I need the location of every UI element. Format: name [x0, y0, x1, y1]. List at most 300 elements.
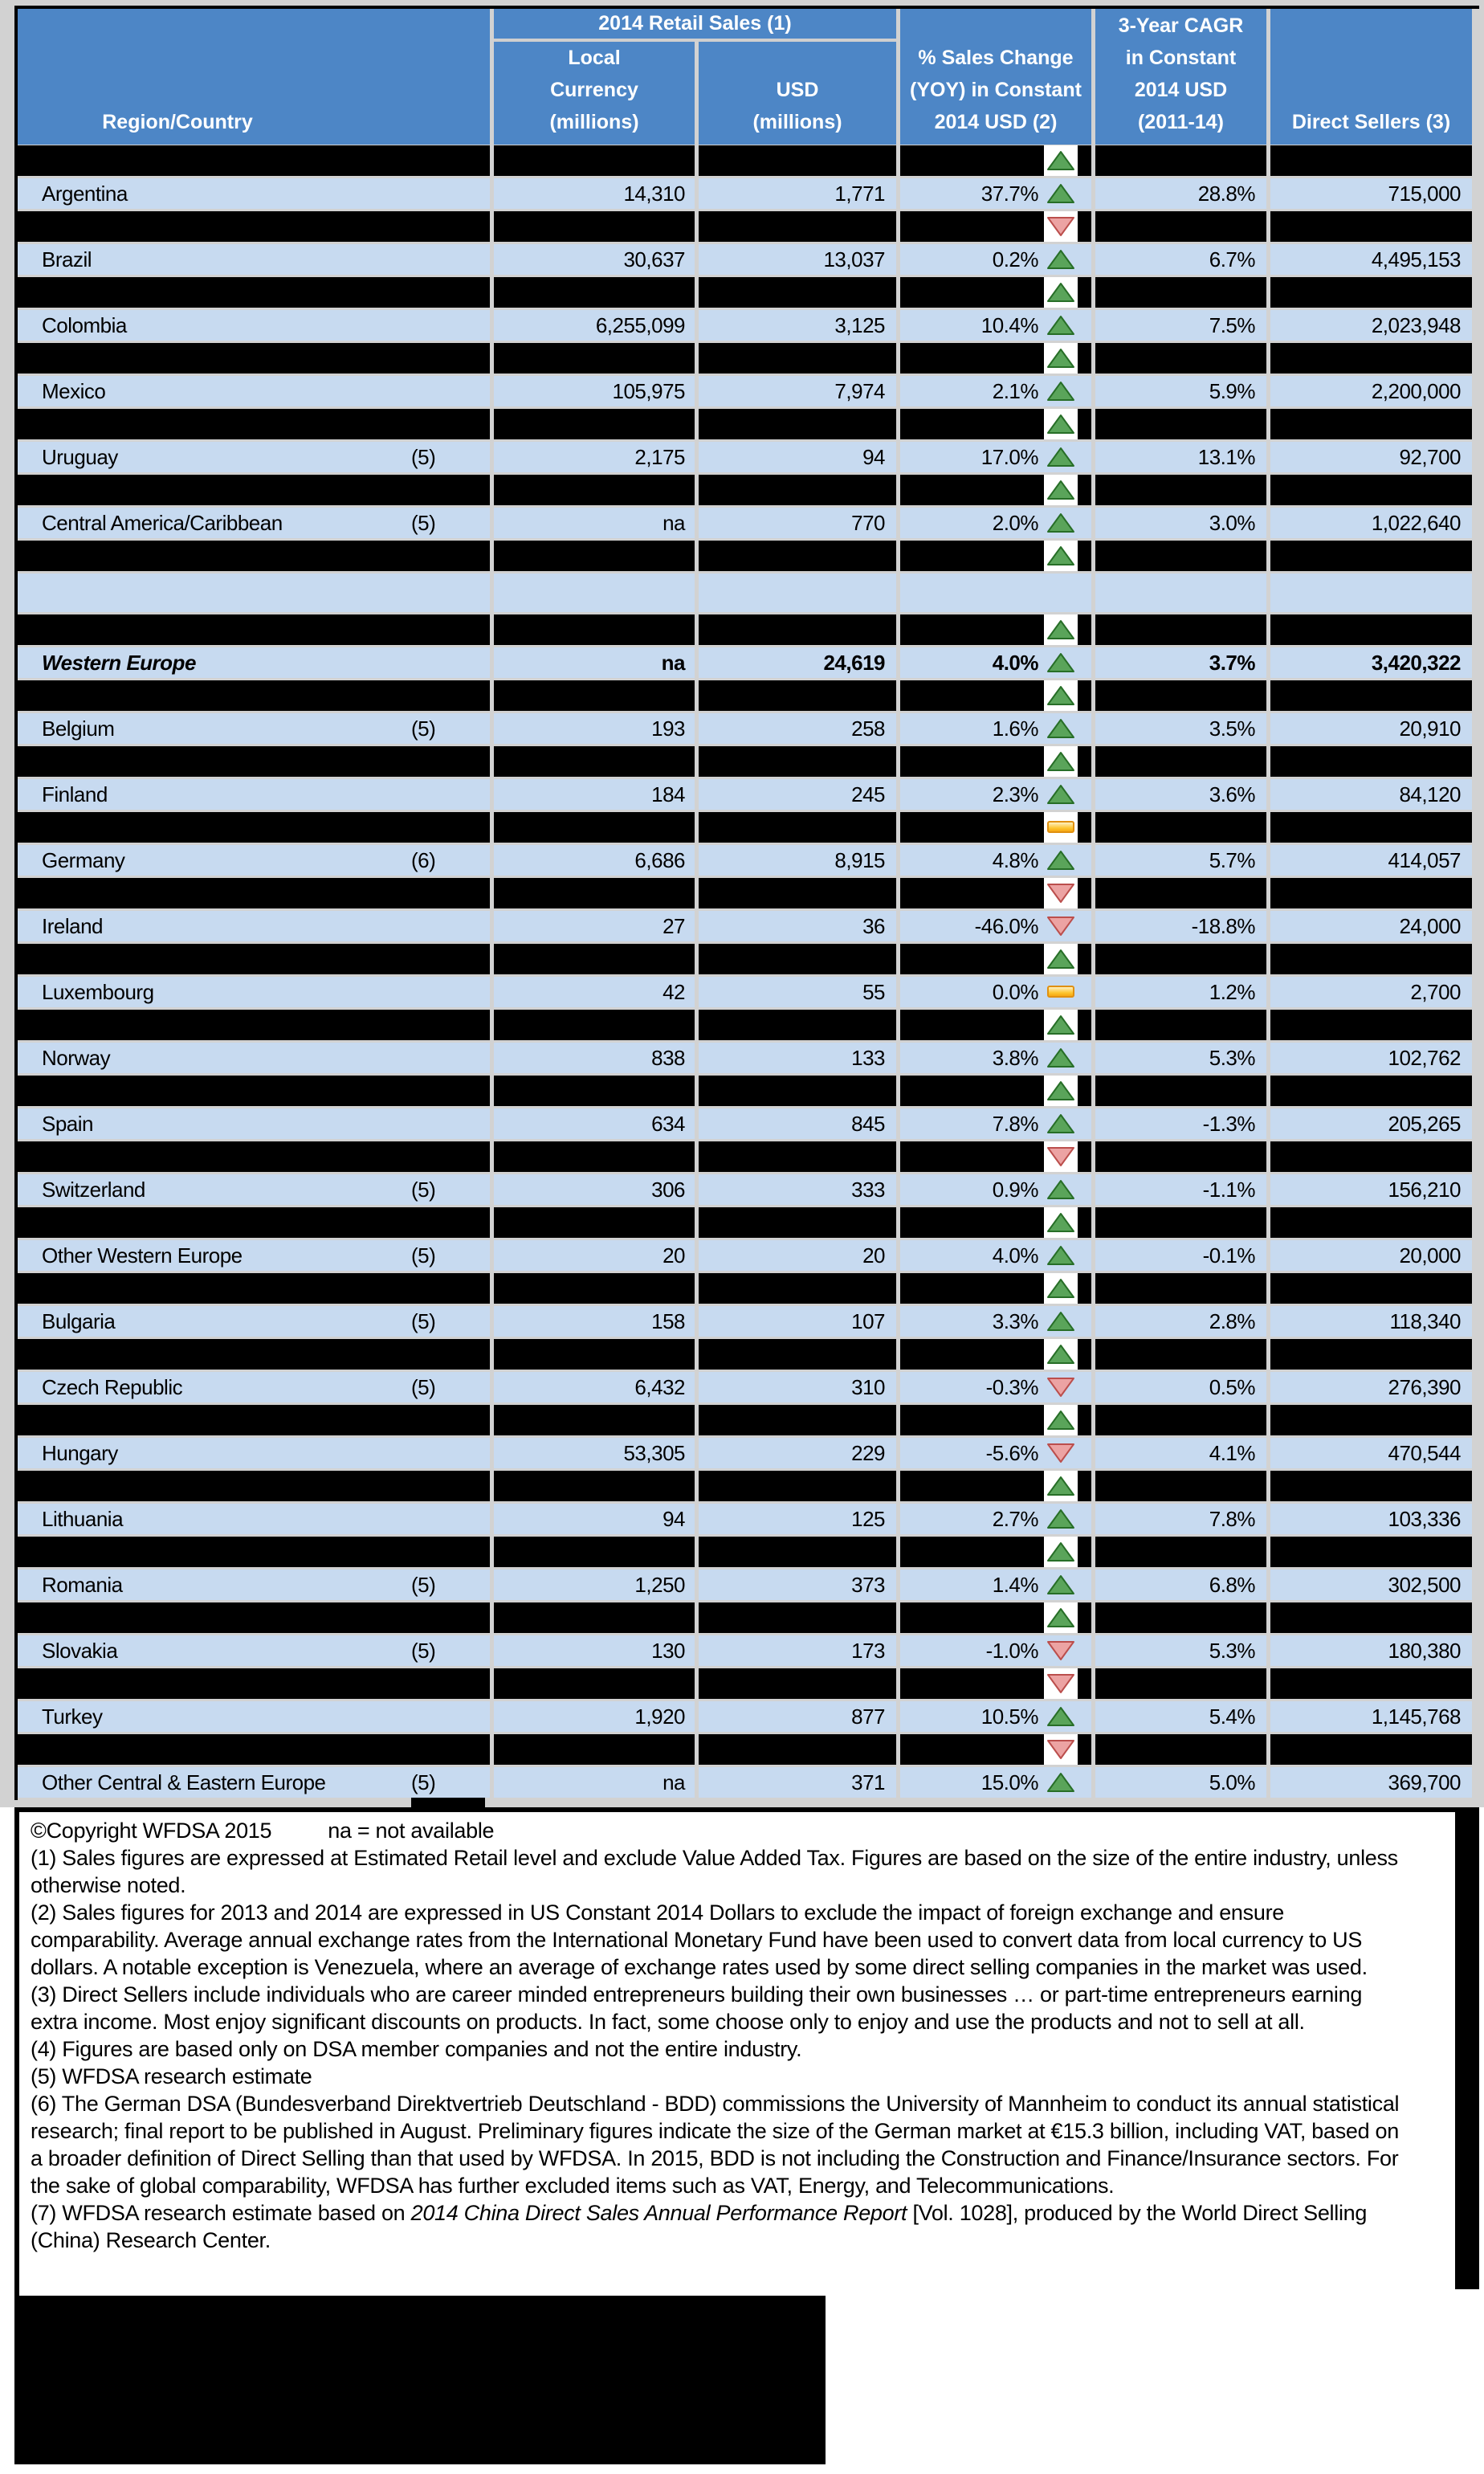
trend-indicator	[1044, 1471, 1078, 1501]
redacted-cell	[18, 746, 490, 777]
trend-indicator	[1044, 1174, 1078, 1205]
usd-cell: 371	[699, 1767, 896, 1798]
pct-change-value: 4.0%	[992, 651, 1038, 675]
spacer-row	[18, 574, 1479, 612]
cagr-cell: 3.0%	[1095, 508, 1266, 538]
down-arrow-icon	[1046, 1442, 1075, 1464]
cagr-cell: 28.8%	[1095, 178, 1266, 209]
redacted-cell	[1095, 1141, 1266, 1172]
pct-change-value: 1.6%	[992, 716, 1038, 741]
local-currency-cell: 53,305	[494, 1438, 695, 1468]
trend-indicator	[1044, 178, 1078, 209]
region-cell	[18, 1767, 490, 1798]
region-cell	[18, 376, 490, 406]
up-arrow-icon	[1046, 651, 1075, 674]
redacted-cell	[494, 944, 695, 974]
table-row	[18, 845, 1479, 876]
redacted-cell	[1270, 1141, 1472, 1172]
usd-cell: 229	[699, 1438, 896, 1468]
redacted-cell	[494, 343, 695, 374]
footnote-ref: (5)	[411, 511, 436, 535]
pct-change-cell	[900, 1504, 1091, 1534]
redacted-cell	[900, 277, 1091, 308]
up-arrow-icon	[1046, 1771, 1075, 1794]
local-currency-cell: 6,686	[494, 845, 695, 876]
redacted-row	[18, 1010, 1479, 1040]
region-cell	[18, 1240, 490, 1271]
region-label: Ireland	[42, 914, 103, 938]
down-arrow-icon	[1046, 1639, 1075, 1662]
pct-change-cell	[900, 977, 1091, 1007]
table-row	[18, 442, 1479, 472]
redacted-cell	[699, 1405, 896, 1435]
trend-indicator	[1044, 1043, 1078, 1073]
redacted-row	[18, 614, 1479, 645]
redacted-row	[18, 409, 1479, 439]
region-cell	[18, 779, 490, 810]
pct-change-value: -5.6%	[985, 1441, 1038, 1465]
redacted-cell	[18, 1602, 490, 1633]
redacted-cell	[1095, 1076, 1266, 1106]
region-cell	[18, 1372, 490, 1402]
redacted-cell	[699, 1668, 896, 1699]
up-arrow-icon	[1046, 281, 1075, 304]
redacted-cell	[494, 1602, 695, 1633]
table-row	[18, 1767, 1479, 1798]
redacted-cell	[494, 1010, 695, 1040]
redacted-cell	[699, 1141, 896, 1172]
header-line: Local	[568, 47, 621, 69]
redacted-cell	[699, 680, 896, 711]
column-group-2014-retail-sales	[494, 9, 896, 145]
down-arrow-icon	[1046, 882, 1075, 904]
redacted-row	[18, 878, 1479, 908]
local-currency-cell: 1,250	[494, 1570, 695, 1600]
usd-cell: 258	[699, 713, 896, 744]
local-currency-cell: 105,975	[494, 376, 695, 406]
trend-indicator	[1044, 1207, 1078, 1238]
pct-change-cell	[900, 1767, 1091, 1798]
cagr-cell: -0.1%	[1095, 1240, 1266, 1271]
region-cell	[18, 244, 490, 275]
usd-cell: 7,974	[699, 376, 896, 406]
redacted-cell	[699, 878, 896, 908]
redacted-cell	[699, 1471, 896, 1501]
pct-change-cell	[900, 442, 1091, 472]
pct-change-value: 3.8%	[992, 1046, 1038, 1070]
redacted-cell	[900, 1405, 1091, 1435]
redacted-cell	[18, 1734, 490, 1765]
redacted-cell	[699, 812, 896, 843]
usd-cell: 845	[699, 1108, 896, 1139]
up-arrow-icon	[1046, 347, 1075, 369]
redacted-cell	[1270, 1339, 1472, 1370]
redacted-row	[18, 1734, 1479, 1765]
header-line: (millions)	[752, 111, 842, 133]
local-currency-cell: 838	[494, 1043, 695, 1073]
direct-sellers-cell: 2,023,948	[1270, 310, 1472, 341]
direct-sellers-cell: 4,495,153	[1270, 244, 1472, 275]
right-redaction-bar	[1455, 1807, 1479, 2289]
local-currency-cell: 306	[494, 1174, 695, 1205]
redacted-cell	[1095, 211, 1266, 242]
table-row	[18, 1043, 1479, 1073]
up-arrow-icon	[1046, 717, 1075, 740]
redacted-cell	[18, 277, 490, 308]
cagr-cell: 3.7%	[1095, 647, 1266, 678]
local-currency-cell: 184	[494, 779, 695, 810]
pct-change-cell	[900, 1570, 1091, 1600]
up-arrow-icon	[1046, 1277, 1075, 1300]
redacted-cell	[900, 1010, 1091, 1040]
redacted-row	[18, 680, 1479, 711]
region-label: Finland	[42, 782, 108, 806]
pct-change-cell	[900, 1174, 1091, 1205]
pct-change-value: 17.0%	[980, 445, 1038, 469]
trend-indicator	[1044, 277, 1078, 308]
region-label: Turkey	[42, 1704, 103, 1729]
header-line: 2014 USD	[1134, 79, 1228, 101]
redacted-row	[18, 1405, 1479, 1435]
redacted-cell	[699, 1537, 896, 1567]
trend-indicator	[1044, 1372, 1078, 1402]
region-cell	[18, 845, 490, 876]
trend-indicator	[1044, 211, 1078, 242]
region-label: Brazil	[42, 247, 92, 271]
trend-indicator	[1044, 1570, 1078, 1600]
trend-indicator	[1044, 1668, 1078, 1699]
usd-cell: 1,771	[699, 178, 896, 209]
trend-indicator	[1044, 878, 1078, 908]
redacted-cell	[1270, 1076, 1472, 1106]
region-label: Argentina	[42, 182, 128, 206]
redacted-cell	[18, 475, 490, 505]
pct-change-value: 4.8%	[992, 848, 1038, 872]
up-arrow-icon	[1046, 1409, 1075, 1431]
pct-change-cell	[900, 1635, 1091, 1666]
footnote-ref: (5)	[411, 445, 436, 469]
footnotes-text	[19, 1812, 1474, 2254]
local-currency-cell: 193	[494, 713, 695, 744]
pct-change-cell	[900, 1306, 1091, 1337]
pct-change-value: 4.0%	[992, 1243, 1038, 1268]
redacted-cell	[494, 475, 695, 505]
footnote-items	[31, 1844, 1413, 2254]
region-cell	[18, 1306, 490, 1337]
down-arrow-icon	[1046, 1672, 1075, 1695]
column-header-label: Region/Country	[102, 111, 253, 133]
pct-change-value: 0.9%	[992, 1178, 1038, 1202]
header-line: Currency	[550, 79, 638, 101]
redacted-cell	[1095, 1010, 1266, 1040]
region-cell	[18, 713, 490, 744]
local-currency-cell: 42	[494, 977, 695, 1007]
copyright-line	[31, 1817, 1413, 1844]
redacted-cell	[494, 878, 695, 908]
usd-cell: 310	[699, 1372, 896, 1402]
pct-change-value: 2.3%	[992, 782, 1038, 806]
usd-cell: 245	[699, 779, 896, 810]
redacted-cell	[699, 343, 896, 374]
pct-change-cell	[900, 1240, 1091, 1271]
redacted-cell	[1095, 680, 1266, 711]
pct-change-value: 0.2%	[992, 247, 1038, 271]
cagr-cell: 3.5%	[1095, 713, 1266, 744]
redacted-cell	[494, 746, 695, 777]
pct-change-value: 7.8%	[992, 1112, 1038, 1136]
redacted-cell	[900, 746, 1091, 777]
direct-sellers-cell: 103,336	[1270, 1504, 1472, 1534]
redacted-cell	[494, 680, 695, 711]
up-arrow-icon	[1046, 1705, 1075, 1728]
redacted-cell	[494, 1734, 695, 1765]
trend-indicator	[1044, 508, 1078, 538]
pct-change-cell	[900, 1108, 1091, 1139]
region-label: Colombia	[42, 313, 127, 337]
direct-sellers-cell: 715,000	[1270, 178, 1472, 209]
table-row	[18, 178, 1479, 209]
direct-sellers-cell: 3,420,322	[1270, 647, 1472, 678]
cagr-cell: 5.3%	[1095, 1043, 1266, 1073]
pct-change-cell	[900, 647, 1091, 678]
trend-indicator	[1044, 614, 1078, 645]
redacted-cell	[900, 1734, 1091, 1765]
redacted-row	[18, 1602, 1479, 1633]
footnote-ref: (5)	[411, 1573, 436, 1597]
redacted-cell	[18, 343, 490, 374]
redacted-cell	[1095, 1602, 1266, 1633]
column-header-usd	[699, 42, 896, 145]
region-cell	[18, 1174, 490, 1205]
local-currency-cell: na	[494, 1767, 695, 1798]
redacted-cell	[699, 1273, 896, 1304]
redacted-cell	[494, 1339, 695, 1370]
trend-indicator	[1044, 911, 1078, 941]
trend-indicator	[1044, 977, 1078, 1007]
trend-indicator	[1044, 1767, 1078, 1798]
trend-indicator	[1044, 713, 1078, 744]
redacted-cell	[1095, 145, 1266, 176]
cagr-cell: 0.5%	[1095, 1372, 1266, 1402]
redacted-cell	[900, 145, 1091, 176]
direct-sellers-cell: 24,000	[1270, 911, 1472, 941]
down-arrow-icon	[1046, 1145, 1075, 1168]
table-row	[18, 977, 1479, 1007]
local-currency-cell: 2,175	[494, 442, 695, 472]
pct-change-value: 2.7%	[992, 1507, 1038, 1531]
region-label: Luxembourg	[42, 980, 154, 1004]
region-cell	[18, 977, 490, 1007]
pct-change-value: 0.0%	[992, 980, 1038, 1004]
table-row	[18, 1108, 1479, 1139]
pct-change-cell	[900, 713, 1091, 744]
copyright-text: ©Copyright WFDSA 2015	[31, 1819, 272, 1843]
redacted-cell	[1270, 812, 1472, 843]
spacer-cell	[1270, 574, 1472, 612]
trend-indicator	[1044, 647, 1078, 678]
redacted-cell	[18, 1339, 490, 1370]
footnote-segment: [Vol. 1028], produced by the World Direct Selling (China) Research Center.	[31, 2201, 1368, 2252]
redacted-cell	[18, 812, 490, 843]
trend-indicator	[1044, 845, 1078, 876]
trend-indicator	[1044, 1602, 1078, 1633]
footnote-line: (3) Direct Sellers include individuals who are career minded entrepreneurs building their own businesses … or part-time entrepreneurs earning extra income. Most enjoy significant discounts on products. In fact, some choose only to enjoy and use the products and not to sell at all.	[31, 1982, 1363, 2034]
up-arrow-icon	[1046, 446, 1075, 468]
spacer-cell	[699, 574, 896, 612]
table-row	[18, 1240, 1479, 1271]
redacted-cell	[1270, 1734, 1472, 1765]
redacted-cell	[1270, 1273, 1472, 1304]
region-label: Hungary	[42, 1441, 118, 1465]
sales-table	[14, 6, 1479, 1800]
pct-change-value: 10.5%	[980, 1704, 1038, 1729]
partial-redacted-row	[411, 1798, 485, 1807]
redacted-cell	[900, 944, 1091, 974]
region-label: Bulgaria	[42, 1309, 116, 1333]
table-row	[18, 244, 1479, 275]
region-cell	[18, 1043, 490, 1073]
redacted-cell	[1095, 1207, 1266, 1238]
redacted-cell	[699, 409, 896, 439]
redacted-cell	[1270, 680, 1472, 711]
footnote-segment: (7) WFDSA research estimate based on	[31, 2201, 411, 2225]
redacted-cell	[699, 944, 896, 974]
direct-sellers-cell: 276,390	[1270, 1372, 1472, 1402]
region-label: Lithuania	[42, 1507, 124, 1531]
footnote-ref: (5)	[411, 1375, 436, 1399]
redacted-cell	[18, 1668, 490, 1699]
redacted-row	[18, 1273, 1479, 1304]
table-header-row	[18, 9, 1479, 143]
pct-change-value: 1.4%	[992, 1573, 1038, 1597]
region-cell	[18, 1108, 490, 1139]
up-arrow-icon	[1046, 684, 1075, 707]
up-arrow-icon	[1046, 1310, 1075, 1333]
direct-sellers-cell: 156,210	[1270, 1174, 1472, 1205]
group-header-label: 2014 Retail Sales (1)	[494, 9, 896, 42]
flat-dash-icon	[1047, 821, 1074, 833]
header-line: in Constant	[1125, 47, 1237, 69]
redacted-cell	[699, 541, 896, 571]
redacted-cell	[18, 1405, 490, 1435]
usd-cell: 107	[699, 1306, 896, 1337]
table-row	[18, 647, 1479, 678]
region-label: Belgium	[42, 716, 115, 741]
redacted-cell	[1095, 1339, 1266, 1370]
pct-change-value: 10.4%	[980, 313, 1038, 337]
header-line: (2011-14)	[1137, 111, 1225, 133]
redacted-cell	[1095, 343, 1266, 374]
footnotes-box	[14, 1807, 1474, 2296]
column-header-region-country	[18, 9, 490, 145]
redacted-row	[18, 1471, 1479, 1501]
usd-cell: 24,619	[699, 647, 896, 678]
redacted-cell	[699, 614, 896, 645]
cagr-cell: 5.9%	[1095, 376, 1266, 406]
trend-indicator	[1044, 1438, 1078, 1468]
region-cell	[18, 1438, 490, 1468]
header-line: 3-Year CAGR	[1118, 14, 1244, 37]
pct-change-value: 37.7%	[980, 182, 1038, 206]
footnote-ref: (6)	[411, 848, 436, 872]
trend-indicator	[1044, 310, 1078, 341]
redacted-cell	[1270, 541, 1472, 571]
header-line: (millions)	[549, 111, 639, 133]
redacted-cell	[1095, 475, 1266, 505]
trend-indicator	[1044, 1635, 1078, 1666]
usd-cell: 333	[699, 1174, 896, 1205]
footnote-line	[31, 2199, 1413, 2254]
spacer-cell	[1095, 574, 1266, 612]
usd-cell: 36	[699, 911, 896, 941]
trend-indicator	[1044, 746, 1078, 777]
up-arrow-icon	[1046, 1047, 1075, 1069]
trend-indicator	[1044, 343, 1078, 374]
local-currency-cell: 130	[494, 1635, 695, 1666]
redacted-cell	[1095, 944, 1266, 974]
up-arrow-icon	[1046, 1574, 1075, 1596]
trend-indicator	[1044, 1537, 1078, 1567]
redacted-cell	[900, 812, 1091, 843]
footnote-line: (5) WFDSA research estimate	[31, 2064, 312, 2088]
redacted-cell	[1270, 1207, 1472, 1238]
region-label: Mexico	[42, 379, 106, 403]
table-row	[18, 1372, 1479, 1402]
redacted-cell	[494, 211, 695, 242]
usd-cell: 55	[699, 977, 896, 1007]
footnote-line: (4) Figures are based only on DSA member companies and not the entire industry.	[31, 2037, 802, 2061]
spacer-cell	[900, 574, 1091, 612]
footnote-ref: (5)	[411, 1770, 436, 1794]
redacted-cell	[18, 614, 490, 645]
redacted-cell	[1095, 1734, 1266, 1765]
direct-sellers-cell: 20,910	[1270, 713, 1472, 744]
cagr-cell: 13.1%	[1095, 442, 1266, 472]
table-row	[18, 1306, 1479, 1337]
pct-change-cell	[900, 845, 1091, 876]
bottom-redaction-block	[14, 2296, 826, 2464]
pct-change-value: 2.1%	[992, 379, 1038, 403]
pct-change-value: 2.0%	[992, 511, 1038, 535]
trend-indicator	[1044, 1240, 1078, 1271]
region-cell	[18, 647, 490, 678]
cagr-cell: -1.3%	[1095, 1108, 1266, 1139]
redacted-cell	[900, 1339, 1091, 1370]
redacted-cell	[18, 541, 490, 571]
local-currency-cell: 6,432	[494, 1372, 695, 1402]
redacted-cell	[900, 1668, 1091, 1699]
redacted-cell	[900, 409, 1091, 439]
redacted-cell	[900, 343, 1091, 374]
redacted-cell	[18, 1273, 490, 1304]
table-row	[18, 1438, 1479, 1468]
table-row	[18, 1174, 1479, 1205]
column-header-pct-sales-change	[900, 9, 1091, 145]
trend-indicator	[1044, 1339, 1078, 1370]
usd-cell: 173	[699, 1635, 896, 1666]
redacted-row	[18, 475, 1479, 505]
table-body	[18, 145, 1479, 1798]
region-cell	[18, 178, 490, 209]
redacted-cell	[699, 1207, 896, 1238]
redacted-cell	[1270, 878, 1472, 908]
redacted-cell	[1270, 1010, 1472, 1040]
local-currency-cell: na	[494, 508, 695, 538]
redacted-cell	[900, 1602, 1091, 1633]
redacted-cell	[900, 614, 1091, 645]
usd-cell: 770	[699, 508, 896, 538]
redacted-cell	[900, 1537, 1091, 1567]
